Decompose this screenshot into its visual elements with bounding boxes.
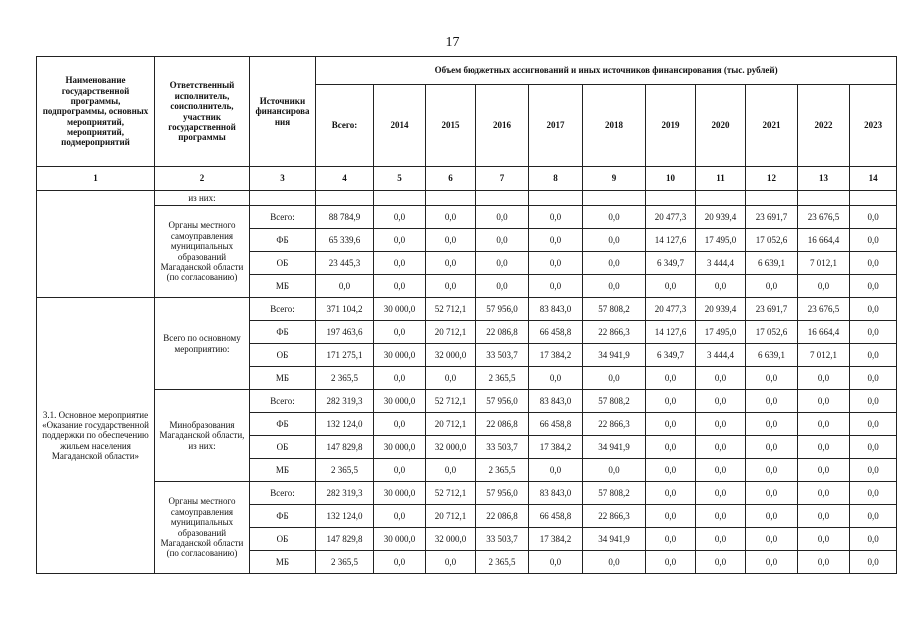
value-cell: 17 384,2 — [529, 436, 583, 459]
value-cell: 0,0 — [696, 505, 746, 528]
funding-source: ОБ — [250, 528, 316, 551]
subhead-row — [37, 191, 897, 206]
value-cell: 17 495,0 — [696, 229, 746, 252]
value-cell: 371 104,2 — [316, 298, 374, 321]
value-cell: 0,0 — [850, 413, 897, 436]
value-cell: 0,0 — [850, 229, 897, 252]
value-cell: 0,0 — [529, 252, 583, 275]
value-cell: 30 000,0 — [374, 390, 426, 413]
value-cell: 0,0 — [374, 252, 426, 275]
value-cell: 0,0 — [426, 252, 476, 275]
value-cell: 0,0 — [746, 436, 798, 459]
value-cell: 32 000,0 — [426, 436, 476, 459]
value-cell: 20 477,3 — [646, 298, 696, 321]
value-cell: 7 012,1 — [798, 252, 850, 275]
value-cell: 20 477,3 — [646, 206, 696, 229]
value-cell: 83 843,0 — [529, 390, 583, 413]
value-cell: 22 086,8 — [476, 505, 529, 528]
value-cell: 0,0 — [798, 459, 850, 482]
value-cell: 66 458,8 — [529, 505, 583, 528]
value-cell: 0,0 — [746, 390, 798, 413]
value-cell: 0,0 — [529, 229, 583, 252]
value-cell: 0,0 — [646, 459, 696, 482]
value-cell: 0,0 — [850, 321, 897, 344]
funding-source: ФБ — [250, 229, 316, 252]
value-cell: 0,0 — [426, 459, 476, 482]
value-cell: 0,0 — [476, 206, 529, 229]
empty-cell — [646, 191, 696, 206]
value-cell: 20 712,1 — [426, 321, 476, 344]
funding-source: МБ — [250, 367, 316, 390]
empty-cell — [529, 191, 583, 206]
value-cell: 0,0 — [646, 275, 696, 298]
table-row — [37, 482, 897, 505]
value-cell: 16 664,4 — [798, 321, 850, 344]
column-number: 6 — [426, 167, 476, 191]
value-cell: 0,0 — [529, 275, 583, 298]
value-cell: 33 503,7 — [476, 436, 529, 459]
value-cell: 0,0 — [374, 275, 426, 298]
table-row — [37, 206, 897, 229]
value-cell: 0,0 — [374, 367, 426, 390]
funding-source: ФБ — [250, 505, 316, 528]
value-cell: 0,0 — [746, 505, 798, 528]
value-cell: 0,0 — [850, 551, 897, 574]
value-cell: 0,0 — [426, 206, 476, 229]
value-cell: 0,0 — [426, 275, 476, 298]
executor-cell: Всего по основному мероприятию: — [155, 298, 250, 390]
value-cell: 0,0 — [374, 551, 426, 574]
value-cell: 52 712,1 — [426, 390, 476, 413]
value-cell: 2 365,5 — [316, 367, 374, 390]
program-name-cell — [37, 191, 155, 298]
column-number: 5 — [374, 167, 426, 191]
value-cell: 0,0 — [696, 275, 746, 298]
value-cell: 30 000,0 — [374, 528, 426, 551]
value-cell: 0,0 — [646, 436, 696, 459]
value-cell: 6 349,7 — [646, 344, 696, 367]
empty-cell — [250, 191, 316, 206]
value-cell: 14 127,6 — [646, 321, 696, 344]
value-cell: 7 012,1 — [798, 344, 850, 367]
value-cell: 0,0 — [850, 367, 897, 390]
value-cell: 0,0 — [646, 367, 696, 390]
value-cell: 0,0 — [583, 229, 646, 252]
column-number: 9 — [583, 167, 646, 191]
value-cell: 0,0 — [476, 275, 529, 298]
funding-source: ОБ — [250, 436, 316, 459]
header-year: 2021 — [746, 85, 798, 167]
value-cell: 132 124,0 — [316, 413, 374, 436]
value-cell: 2 365,5 — [316, 551, 374, 574]
funding-source: Всего: — [250, 390, 316, 413]
value-cell: 30 000,0 — [374, 482, 426, 505]
header-year: 2017 — [529, 85, 583, 167]
value-cell: 0,0 — [696, 367, 746, 390]
header-total: Всего: — [316, 85, 374, 167]
value-cell: 57 808,2 — [583, 482, 646, 505]
value-cell: 0,0 — [426, 551, 476, 574]
value-cell: 0,0 — [646, 528, 696, 551]
header-year: 2022 — [798, 85, 850, 167]
table-row — [37, 390, 897, 413]
value-cell: 52 712,1 — [426, 482, 476, 505]
funding-source: МБ — [250, 551, 316, 574]
value-cell: 0,0 — [850, 275, 897, 298]
value-cell: 57 956,0 — [476, 390, 529, 413]
value-cell: 0,0 — [746, 275, 798, 298]
value-cell: 23 676,5 — [798, 298, 850, 321]
value-cell: 0,0 — [646, 551, 696, 574]
value-cell: 147 829,8 — [316, 528, 374, 551]
column-number: 7 — [476, 167, 529, 191]
value-cell: 132 124,0 — [316, 505, 374, 528]
header-year: 2018 — [583, 85, 646, 167]
value-cell: 0,0 — [798, 367, 850, 390]
value-cell: 22 866,3 — [583, 505, 646, 528]
value-cell: 0,0 — [583, 551, 646, 574]
value-cell: 32 000,0 — [426, 528, 476, 551]
value-cell: 23 445,3 — [316, 252, 374, 275]
value-cell: 83 843,0 — [529, 482, 583, 505]
empty-cell — [476, 191, 529, 206]
value-cell: 20 712,1 — [426, 413, 476, 436]
column-number: 10 — [646, 167, 696, 191]
header-program-name: Наименование государственной программы, подпрограммы, основных мероприятий, мероприятий, подмероприятий — [37, 57, 155, 167]
measure-name: 3.1. Основное мероприятие «Оказание государственной поддержки по обеспечению жильем населения Магаданской области» — [37, 298, 155, 574]
value-cell: 32 000,0 — [426, 344, 476, 367]
funding-source: ОБ — [250, 344, 316, 367]
value-cell: 0,0 — [850, 528, 897, 551]
column-number: 14 — [850, 167, 897, 191]
column-number: 3 — [250, 167, 316, 191]
value-cell: 66 458,8 — [529, 321, 583, 344]
subhead-label: из них: — [155, 191, 250, 206]
value-cell: 0,0 — [798, 413, 850, 436]
value-cell: 0,0 — [746, 551, 798, 574]
value-cell: 0,0 — [426, 367, 476, 390]
value-cell: 23 691,7 — [746, 298, 798, 321]
value-cell: 20 712,1 — [426, 505, 476, 528]
table-body — [37, 191, 897, 574]
empty-cell — [374, 191, 426, 206]
value-cell: 0,0 — [646, 505, 696, 528]
value-cell: 0,0 — [696, 436, 746, 459]
value-cell: 0,0 — [696, 390, 746, 413]
header-executor: Ответственный исполнитель, соисполнитель, участник государственной программы — [155, 57, 250, 167]
value-cell: 57 956,0 — [476, 482, 529, 505]
value-cell: 3 444,4 — [696, 344, 746, 367]
value-cell: 0,0 — [476, 252, 529, 275]
empty-cell — [426, 191, 476, 206]
column-number: 11 — [696, 167, 746, 191]
value-cell: 0,0 — [696, 551, 746, 574]
value-cell: 6 639,1 — [746, 344, 798, 367]
page-number: 17 — [445, 35, 460, 50]
empty-cell — [583, 191, 646, 206]
header-year: 2016 — [476, 85, 529, 167]
value-cell: 2 365,5 — [316, 459, 374, 482]
header-year: 2014 — [374, 85, 426, 167]
value-cell: 0,0 — [850, 505, 897, 528]
funding-source: ФБ — [250, 413, 316, 436]
column-number-row — [37, 167, 897, 191]
value-cell: 66 458,8 — [529, 413, 583, 436]
funding-source: Всего: — [250, 298, 316, 321]
value-cell: 0,0 — [374, 206, 426, 229]
value-cell: 0,0 — [583, 275, 646, 298]
value-cell: 34 941,9 — [583, 528, 646, 551]
value-cell: 2 365,5 — [476, 551, 529, 574]
value-cell: 2 365,5 — [476, 367, 529, 390]
value-cell: 0,0 — [746, 459, 798, 482]
value-cell: 14 127,6 — [646, 229, 696, 252]
value-cell: 197 463,6 — [316, 321, 374, 344]
executor-cell: Органы местного самоуправления муниципальных образований Магаданской области (по согласованию) — [155, 206, 250, 298]
value-cell: 17 384,2 — [529, 344, 583, 367]
funding-source: МБ — [250, 459, 316, 482]
header-funding-sources: Источники финансирова ния — [250, 57, 316, 167]
value-cell: 0,0 — [374, 459, 426, 482]
value-cell: 22 086,8 — [476, 413, 529, 436]
executor-cell: Органы местного самоуправления муниципальных образований Магаданской области (по согласованию) — [155, 482, 250, 574]
column-number: 12 — [746, 167, 798, 191]
value-cell: 6 349,7 — [646, 252, 696, 275]
value-cell: 57 808,2 — [583, 298, 646, 321]
value-cell: 17 052,6 — [746, 229, 798, 252]
value-cell: 0,0 — [583, 367, 646, 390]
value-cell: 22 086,8 — [476, 321, 529, 344]
value-cell: 171 275,1 — [316, 344, 374, 367]
value-cell: 34 941,9 — [583, 436, 646, 459]
value-cell: 34 941,9 — [583, 344, 646, 367]
column-number: 8 — [529, 167, 583, 191]
value-cell: 0,0 — [850, 482, 897, 505]
value-cell: 0,0 — [696, 482, 746, 505]
budget-table — [36, 56, 897, 574]
value-cell: 0,0 — [529, 367, 583, 390]
column-number: 13 — [798, 167, 850, 191]
value-cell: 0,0 — [646, 482, 696, 505]
value-cell: 0,0 — [798, 275, 850, 298]
value-cell: 0,0 — [374, 321, 426, 344]
value-cell: 282 319,3 — [316, 482, 374, 505]
value-cell: 0,0 — [850, 298, 897, 321]
value-cell: 20 939,4 — [696, 298, 746, 321]
value-cell: 0,0 — [374, 413, 426, 436]
value-cell: 83 843,0 — [529, 298, 583, 321]
value-cell: 0,0 — [316, 275, 374, 298]
value-cell: 0,0 — [850, 390, 897, 413]
value-cell: 23 676,5 — [798, 206, 850, 229]
value-cell: 30 000,0 — [374, 344, 426, 367]
empty-cell — [696, 191, 746, 206]
header-year: 2019 — [646, 85, 696, 167]
value-cell: 147 829,8 — [316, 436, 374, 459]
value-cell: 23 691,7 — [746, 206, 798, 229]
value-cell: 20 939,4 — [696, 206, 746, 229]
value-cell: 0,0 — [746, 528, 798, 551]
value-cell: 0,0 — [746, 413, 798, 436]
value-cell: 0,0 — [374, 229, 426, 252]
value-cell: 0,0 — [850, 344, 897, 367]
value-cell: 0,0 — [850, 206, 897, 229]
funding-source: ОБ — [250, 252, 316, 275]
value-cell: 0,0 — [798, 482, 850, 505]
header-funding-volume: Объем бюджетных ассигнований и иных источников финансирования (тыс. рублей) — [316, 57, 897, 85]
value-cell: 3 444,4 — [696, 252, 746, 275]
value-cell: 0,0 — [696, 459, 746, 482]
value-cell: 33 503,7 — [476, 528, 529, 551]
value-cell: 0,0 — [798, 528, 850, 551]
value-cell: 0,0 — [850, 459, 897, 482]
value-cell: 0,0 — [583, 459, 646, 482]
value-cell: 57 808,2 — [583, 390, 646, 413]
funding-source: МБ — [250, 275, 316, 298]
value-cell: 0,0 — [646, 390, 696, 413]
value-cell: 30 000,0 — [374, 436, 426, 459]
value-cell: 22 866,3 — [583, 321, 646, 344]
value-cell: 65 339,6 — [316, 229, 374, 252]
value-cell: 6 639,1 — [746, 252, 798, 275]
value-cell: 52 712,1 — [426, 298, 476, 321]
column-number: 4 — [316, 167, 374, 191]
empty-cell — [850, 191, 897, 206]
value-cell: 0,0 — [646, 413, 696, 436]
funding-source: ФБ — [250, 321, 316, 344]
value-cell: 282 319,3 — [316, 390, 374, 413]
value-cell: 0,0 — [529, 459, 583, 482]
value-cell: 0,0 — [426, 229, 476, 252]
value-cell: 22 866,3 — [583, 413, 646, 436]
column-number: 1 — [37, 167, 155, 191]
header-year: 2020 — [696, 85, 746, 167]
value-cell: 57 956,0 — [476, 298, 529, 321]
value-cell: 0,0 — [374, 505, 426, 528]
value-cell: 0,0 — [798, 505, 850, 528]
value-cell: 0,0 — [583, 252, 646, 275]
value-cell: 16 664,4 — [798, 229, 850, 252]
value-cell: 0,0 — [476, 229, 529, 252]
empty-cell — [746, 191, 798, 206]
funding-source: Всего: — [250, 482, 316, 505]
value-cell: 2 365,5 — [476, 459, 529, 482]
funding-source: Всего: — [250, 206, 316, 229]
value-cell: 0,0 — [798, 436, 850, 459]
value-cell: 0,0 — [850, 252, 897, 275]
value-cell: 0,0 — [798, 551, 850, 574]
header-year: 2015 — [426, 85, 476, 167]
value-cell: 88 784,9 — [316, 206, 374, 229]
value-cell: 0,0 — [529, 206, 583, 229]
value-cell: 0,0 — [798, 390, 850, 413]
empty-cell — [316, 191, 374, 206]
value-cell: 17 052,6 — [746, 321, 798, 344]
header-year: 2023 — [850, 85, 897, 167]
value-cell: 0,0 — [696, 413, 746, 436]
value-cell: 0,0 — [746, 482, 798, 505]
column-number: 2 — [155, 167, 250, 191]
executor-cell: Минобразования Магаданской области, из них: — [155, 390, 250, 482]
value-cell: 30 000,0 — [374, 298, 426, 321]
value-cell: 17 384,2 — [529, 528, 583, 551]
value-cell: 0,0 — [583, 206, 646, 229]
value-cell: 0,0 — [696, 528, 746, 551]
table-row — [37, 298, 897, 321]
value-cell: 0,0 — [529, 551, 583, 574]
value-cell: 0,0 — [850, 436, 897, 459]
value-cell: 17 495,0 — [696, 321, 746, 344]
value-cell: 33 503,7 — [476, 344, 529, 367]
value-cell: 0,0 — [746, 367, 798, 390]
empty-cell — [798, 191, 850, 206]
